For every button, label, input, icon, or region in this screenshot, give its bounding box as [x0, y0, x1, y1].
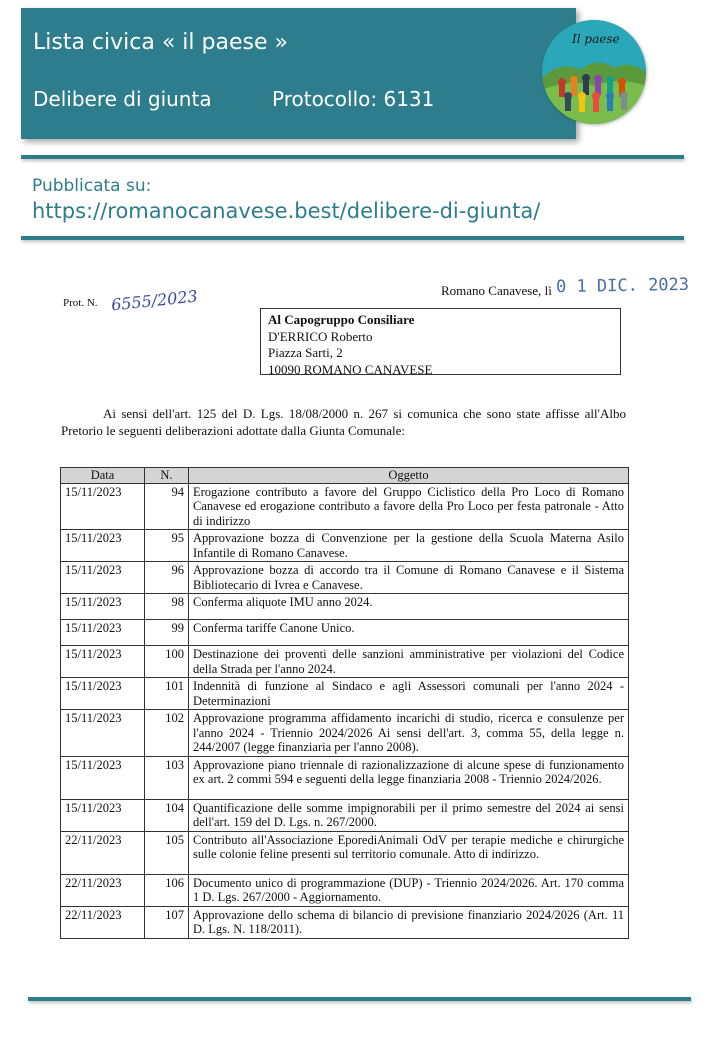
protocol-handwritten: 6555/2023: [110, 286, 199, 315]
cell-date: 22/11/2023: [61, 906, 145, 938]
table-row: [61, 530, 629, 562]
cell-date: 15/11/2023: [61, 756, 145, 799]
page-title: Lista civica « il paese »: [33, 30, 288, 55]
cell-number: 100: [145, 646, 189, 678]
logo: [542, 20, 646, 124]
cell-number: 94: [145, 483, 189, 530]
cell-subject: Approvazione piano triennale di razionalizzazione di alcune spese di funzionamento ex art. 2 commi 594 e seguenti della legge finanziaria 2008 - Triennio 2024/2026.: [189, 756, 629, 799]
cell-subject: Conferma tariffe Canone Unico.: [189, 620, 629, 646]
cell-subject: Destinazione dei proventi delle sanzioni amministrative per violazioni del Codice della Strada per l'anno 2024.: [189, 646, 629, 678]
table-row: [61, 483, 629, 530]
cell-number: 102: [145, 710, 189, 757]
cell-date: 15/11/2023: [61, 710, 145, 757]
cell-date: 15/11/2023: [61, 620, 145, 646]
cell-number: 99: [145, 620, 189, 646]
table-row: [61, 594, 629, 620]
intro-paragraph: Ai sensi dell'art. 125 del D. Lgs. 18/08/2000 n. 267 si comunica che sono state affisse all'Albo Pretorio le seguenti deliberazioni adottate dalla Giunta Comunale:: [61, 406, 626, 438]
cell-subject: Erogazione contributo a favore del Gruppo Ciclistico della Pro Loco di Romano Canavese ed erogazione contributo a favore della Pro Loco per festa patronale - Atto di indirizzo: [189, 483, 629, 530]
cell-subject: Quantificazione delle somme impignorabili per il primo semestre del 2024 ai sensi dell'art. 159 del D. Lgs. n. 267/2000.: [189, 799, 629, 831]
cell-number: 107: [145, 906, 189, 938]
cell-number: 103: [145, 756, 189, 799]
column-header-subject: Oggetto: [189, 468, 629, 484]
header-banner: [21, 8, 576, 139]
recipient-line: 10090 ROMANO CANAVESE: [268, 361, 433, 377]
cell-date: 15/11/2023: [61, 483, 145, 530]
letter-place: Romano Canavese, lì: [441, 283, 552, 298]
recipient-line: Al Capogruppo Consiliare: [268, 312, 415, 327]
cell-number: 106: [145, 874, 189, 906]
cell-number: 95: [145, 530, 189, 562]
cell-number: 96: [145, 562, 189, 594]
protocol-label: Prot. N.: [63, 297, 98, 309]
cell-subject: Approvazione bozza di Convenzione per la gestione della Scuola Materna Asilo Infantile di Romano Canavese.: [189, 530, 629, 562]
divider: [21, 155, 684, 159]
cell-subject: Conferma aliquote IMU anno 2024.: [189, 594, 629, 620]
cell-date: 22/11/2023: [61, 874, 145, 906]
divider: [21, 236, 684, 240]
table-row: [61, 874, 629, 906]
protocol-number: Protocollo: 6131: [272, 87, 435, 111]
table-row: [61, 678, 629, 710]
table-row: [61, 710, 629, 757]
table-header-row: [61, 468, 629, 484]
cell-date: 22/11/2023: [61, 831, 145, 874]
table-row: [61, 906, 629, 938]
table-row: [61, 646, 629, 678]
table-row: [61, 831, 629, 874]
cell-subject: Documento unico di programmazione (DUP) - Triennio 2024/2026. Art. 170 comma 1 D. Lgs. 267/2000 - Aggiornamento.: [189, 874, 629, 906]
cell-date: 15/11/2023: [61, 594, 145, 620]
cell-date: 15/11/2023: [61, 530, 145, 562]
table-row: [61, 562, 629, 594]
divider: [28, 997, 691, 1001]
cell-subject: Contributo all'Associazione EporediAnimali OdV per terapie mediche e chirurgiche sulle colonie feline presenti sul territorio comunale. Atto di indirizzo.: [189, 831, 629, 874]
cell-number: 98: [145, 594, 189, 620]
logo-text: Il paese: [572, 32, 620, 46]
cell-number: 105: [145, 831, 189, 874]
recipient-box: [260, 308, 621, 375]
cell-subject: Indennità di funzione al Sindaco e agli Assessori comunali per l'anno 2024 - Determinazioni: [189, 678, 629, 710]
cell-subject: Approvazione programma affidamento incarichi di studio, ricerca e consulenze per l'anno 2024 - Triennio 2024/2026 Ai sensi dell'art. 3, comma 55, della legge n. 244/2007 (legge finanziaria per l'anno 2008).: [189, 710, 629, 757]
cell-date: 15/11/2023: [61, 646, 145, 678]
cell-number: 101: [145, 678, 189, 710]
recipient-line: D'ERRICO Roberto: [268, 328, 373, 344]
cell-date: 15/11/2023: [61, 678, 145, 710]
section-title: Delibere di giunta: [33, 87, 212, 111]
table-row: [61, 620, 629, 646]
publication-label: Pubblicata su:: [32, 176, 152, 196]
column-header-number: N.: [145, 468, 189, 484]
cell-date: 15/11/2023: [61, 799, 145, 831]
table-row: [61, 799, 629, 831]
cell-number: 104: [145, 799, 189, 831]
cell-subject: Approvazione dello schema di bilancio di previsione finanziario 2024/2026 (Art. 11 D. Lgs. N. 118/2011).: [189, 906, 629, 938]
publication-url[interactable]: https://romanocanavese.best/delibere-di-giunta/: [32, 199, 541, 223]
table-row: [61, 756, 629, 799]
recipient-line: Piazza Sarti, 2: [268, 345, 343, 360]
date-stamp: 0 1 DIC. 2023: [555, 274, 690, 298]
cell-date: 15/11/2023: [61, 562, 145, 594]
deliberations-table: [60, 467, 629, 939]
cell-subject: Approvazione bozza di accordo tra il Comune di Romano Canavese e il Sistema Bibliotecario di Ivrea e Canavese.: [189, 562, 629, 594]
column-header-date: Data: [61, 468, 145, 484]
